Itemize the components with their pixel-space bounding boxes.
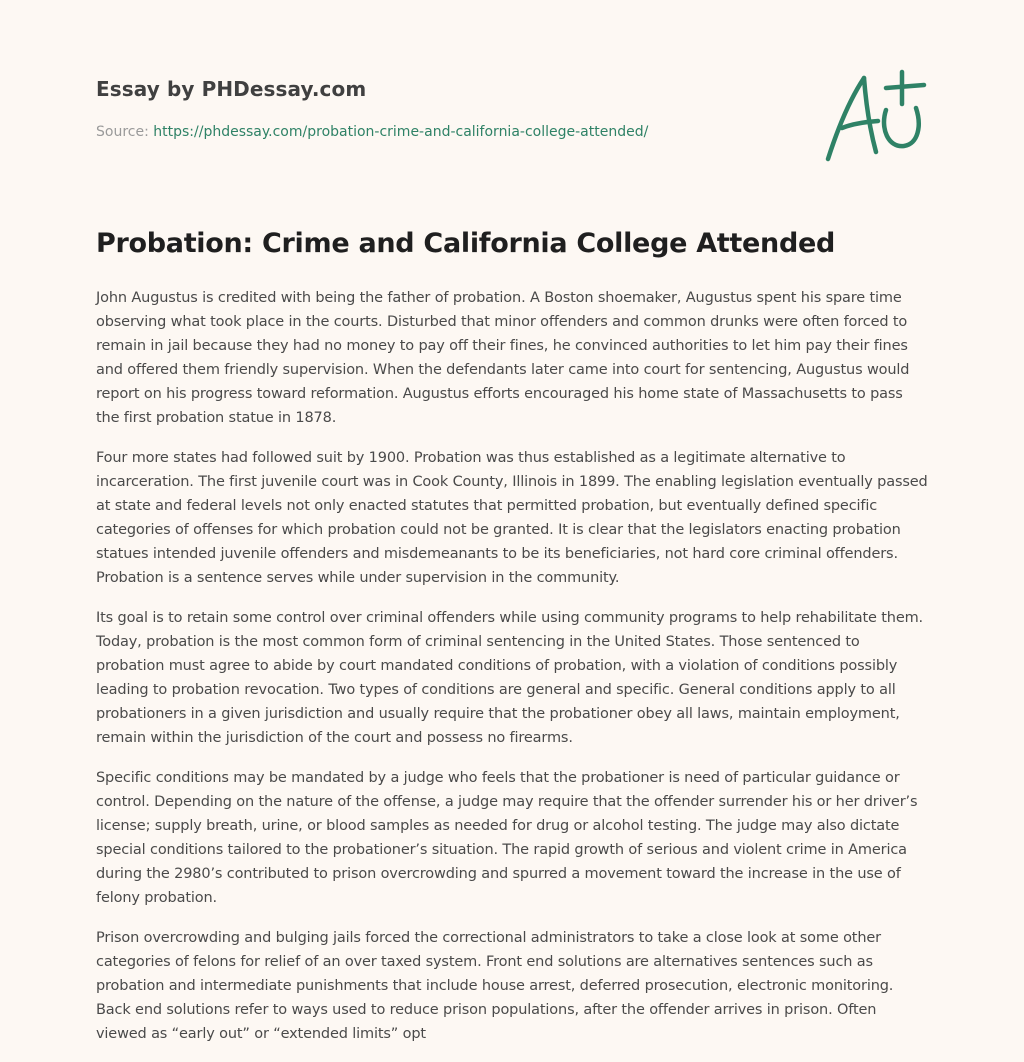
essay-paragraph: Four more states had followed suit by 1900. Probation was thus established as a legitimate alternative to incarceration. The first juvenile court was in Cook County, Illinois in 1899. The enabling legislation eventually passed at state and federal levels not only enacted statutes that permitted probation, but eventually defined specific categories of offenses for which probation could not be granted. It is clear that the legislators enacting probation statues intended juvenile offenders and misdemeanants to be its beneficiaries, not hard core criminal offenders. Probation is a sentence serves while under supervision in the community. <box>96 450 928 586</box>
source-link[interactable]: https://phdessay.com/probation-crime-and-california-college-attended/ <box>153 124 649 140</box>
site-header <box>96 74 796 140</box>
a-plus-logo <box>822 68 930 164</box>
essay-title: Probation: Crime and California College Attended <box>96 228 836 259</box>
essay-paragraph: Specific conditions may be mandated by a judge who feels that the probationer is need of particular guidance or control. Depending on the nature of the offense, a judge may require that the offender surrender his or her driver’s license; supply breath, urine, or blood samples as needed for drug or alcohol testing. The judge may also dictate special conditions tailored to the probationer’s situation. The rapid growth of serious and violent crime in America during the 2980’s contributed to prison overcrowding and spurred a movement toward the increase in the use of felony probation. <box>96 770 918 906</box>
essay-body <box>96 286 928 1062</box>
essay-paragraph: John Augustus is credited with being the father of probation. A Boston shoemaker, Augustus spent his spare time observing what took place in the courts. Disturbed that minor offenders and common drunks were often forced to remain in jail because they had no money to pay off their fines, he convinced authorities to let him pay their fines and offered them friendly supervision. When the defendants later came into court for sentencing, Augustus would report on his progress toward reformation. Augustus efforts encouraged his home state of Massachusetts to pass the first probation statue in 1878. <box>96 290 910 426</box>
source-line <box>96 124 648 140</box>
source-label: Source: <box>96 124 154 140</box>
essay-paragraph: Its goal is to retain some control over criminal offenders while using community programs to help rehabilitate them. Today, probation is the most common form of criminal sentencing in the United States. Those sentenced to probation must agree to abide by court mandated conditions of probation, with a violation of conditions possibly leading to probation revocation. Two types of conditions are general and specific. General conditions apply to all probationers in a given jurisdiction and usually require that the probationer obey all laws, maintain employment, remain within the jurisdiction of the court and possess no firearms. <box>96 610 924 746</box>
site-brand: Essay by PHDessay.com <box>96 77 367 101</box>
essay-paragraph: Prison overcrowding and bulging jails forced the correctional administrators to take a close look at some other categories of felons for relief of an over taxed system. Front end solutions are alternatives sentences such as probation and intermediate punishments that include house arrest, deferred prosecution, electronic monitoring. Back end solutions refer to ways used to reduce prison populations, after the offender arrives in prison. Often viewed as “early out” or “extended limits” opt <box>96 930 894 1042</box>
